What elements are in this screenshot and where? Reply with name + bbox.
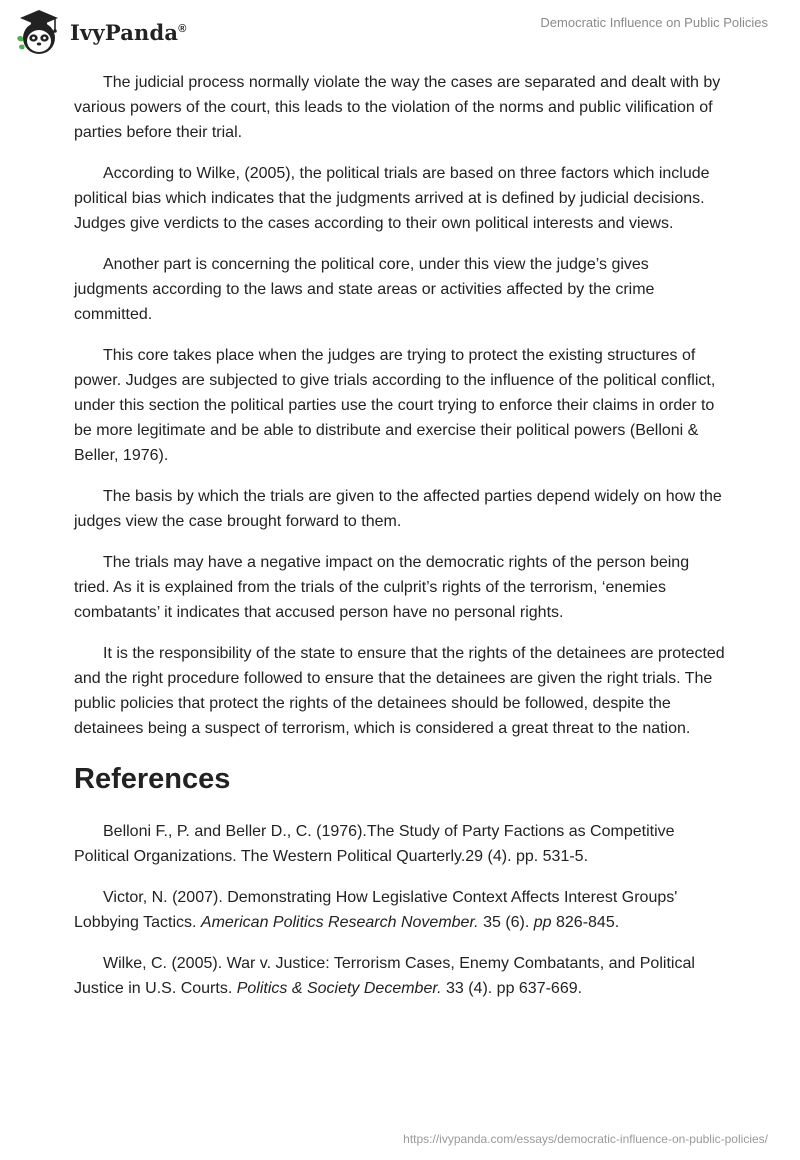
document-title: Democratic Influence on Public Policies [540,15,768,30]
body-paragraph: This core takes place when the judges are trying to protect the existing structures of power. Judges are subjected to give trials according to the influence of the political conflict, under this section the political parties use the court trying to enforce their claims in order to be more legitimate and be able to distribute and exercise their political powers (Belloni & Beller, 1976). [74,347,716,464]
body-paragraph: Another part is concerning the political core, under this view the judge’s gives judgments according to the laws and state areas or activities affected by the crime committed. [74,256,655,323]
reference-pp: pp [533,914,552,931]
reference-item [74,819,726,869]
reference-item [74,951,726,1001]
reference-pages: 33 (4). pp 637-669. [441,980,583,997]
panda-logo-icon [14,8,64,56]
registered-mark: ® [178,22,187,35]
reference-volume: 35 (6). [478,914,534,931]
reference-text: Wilke, C. (2005). War v. Justice: Terrorism Cases, Enemy Combatants, and Political Justice in U.S. Courts. [74,955,695,997]
body-paragraph: According to Wilke, (2005), the political trials are based on three factors which include political bias which indicates that the judgments arrived at is defined by judicial decisions. Judges give verdicts to the cases according to their own political interests and views. [74,165,710,232]
reference-item [74,885,726,935]
brand-logo[interactable] [14,8,194,56]
essay-body [74,70,726,1017]
body-paragraph: It is the responsibility of the state to ensure that the rights of the detainees are protected and the right procedure followed to ensure that the detainees are given the right trials. The public policies that protect the rights of the detainees should be followed, despite the detainees being a suspect of terrorism, which is considered a great threat to the nation. [74,645,725,737]
reference-text: Belloni F., P. and Beller D., C. (1976).The Study of Party Factions as Competitive Political Organizations. The Western Political Quarterly.29 (4). pp. 531-5. [74,823,675,865]
references-heading: References [74,763,231,795]
reference-journal: American Politics Research November. [200,914,479,931]
brand-name [70,20,187,45]
page-header [0,0,800,60]
body-paragraph: The basis by which the trials are given to the affected parties depend widely on how the judges view the case brought forward to them. [74,488,722,530]
reference-text: Victor, N. (2007). Demonstrating How Legislative Context Affects Interest Groups' Lobbying Tactics. [74,889,678,931]
brand-name-text: IvyPanda [70,19,179,45]
source-url[interactable]: https://ivypanda.com/essays/democratic-influence-on-public-policies/ [403,1132,768,1146]
body-paragraph: The trials may have a negative impact on the democratic rights of the person being tried. As it is explained from the trials of the culprit’s rights of the terrorism, ‘enemies combatants’ it indicates that accused person have no personal rights. [74,554,690,621]
reference-journal: Politics & Society December. [236,980,442,997]
body-paragraph: The judicial process normally violate the way the cases are separated and dealt with by various powers of the court, this leads to the violation of the norms and public vilification of parties before their trial. [74,74,721,141]
reference-pages: 826-845. [551,914,620,931]
